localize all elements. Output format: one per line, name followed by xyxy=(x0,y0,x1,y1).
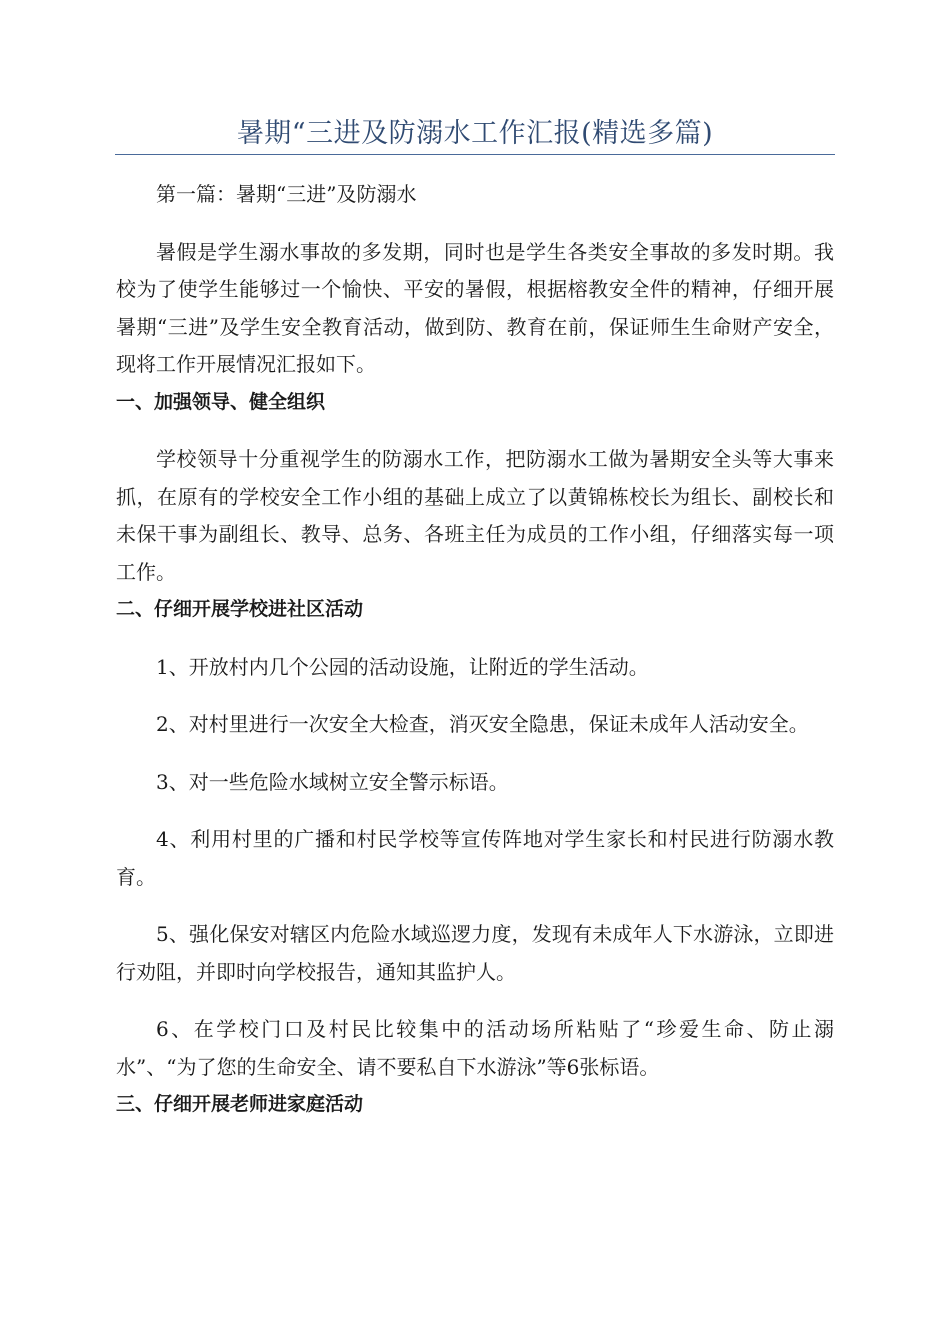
section-2-item-4: 4、利用村里的广播和村民学校等宣传阵地对学生家长和村民进行防溺水教育。 xyxy=(116,827,834,889)
document-title: 暑期“三进及防溺水工作汇报(精选多篇) xyxy=(236,118,714,149)
section-1-body: 学校领导十分重视学生的防溺水工作，把防溺水工做为暑期安全头等大事来抓，在原有的学校安全工作小组的基础上成立了以黄锦栋校长为组长、副校长和未保干事为副组长、教导、总务、各班主任为成员的工作小组，仔细落实每一项工作。 xyxy=(116,447,834,584)
section-2-item-2: 2、对村里进行一次安全大检查，消灭安全隐患，保证未成年人活动安全。 xyxy=(156,712,809,736)
document-body xyxy=(116,176,834,1124)
section-2-item-5: 5、强化保安对辖区内危险水域巡逻力度，发现有未成年人下水游泳，立即进行劝阻，并即时向学校报告，通知其监护人。 xyxy=(116,922,834,984)
section-1-heading: 一、加强领导、健全组织 xyxy=(116,390,326,413)
subtitle: 第一篇：暑期“三进”及防溺水 xyxy=(156,182,417,206)
section-2-item-6: 6、在学校门口及村民比较集中的活动场所粘贴了“珍爱生命、防止溺水”、“为了您的生命安全、请不要私自下水游泳”等6张标语。 xyxy=(116,1017,834,1079)
intro-paragraph: 暑假是学生溺水事故的多发期，同时也是学生各类安全事故的多发时期。我校为了使学生能够过一个愉快、平安的暑假，根据榕教安全件的精神，仔细开展暑期“三进”及学生安全教育活动，做到防、教育在前，保证师生生命财产安全，现将工作开展情况汇报如下。 xyxy=(116,239,834,376)
title-underline xyxy=(115,154,835,155)
section-3-heading: 三、仔细开展老师进家庭活动 xyxy=(116,1093,364,1115)
section-2-item-3: 3、对一些危险水域树立安全警示标语。 xyxy=(156,769,509,794)
section-2-item-1: 1、开放村内几个公园的活动设施，让附近的学生活动。 xyxy=(156,654,649,679)
section-2-heading: 二、仔细开展学校进社区活动 xyxy=(116,598,364,620)
